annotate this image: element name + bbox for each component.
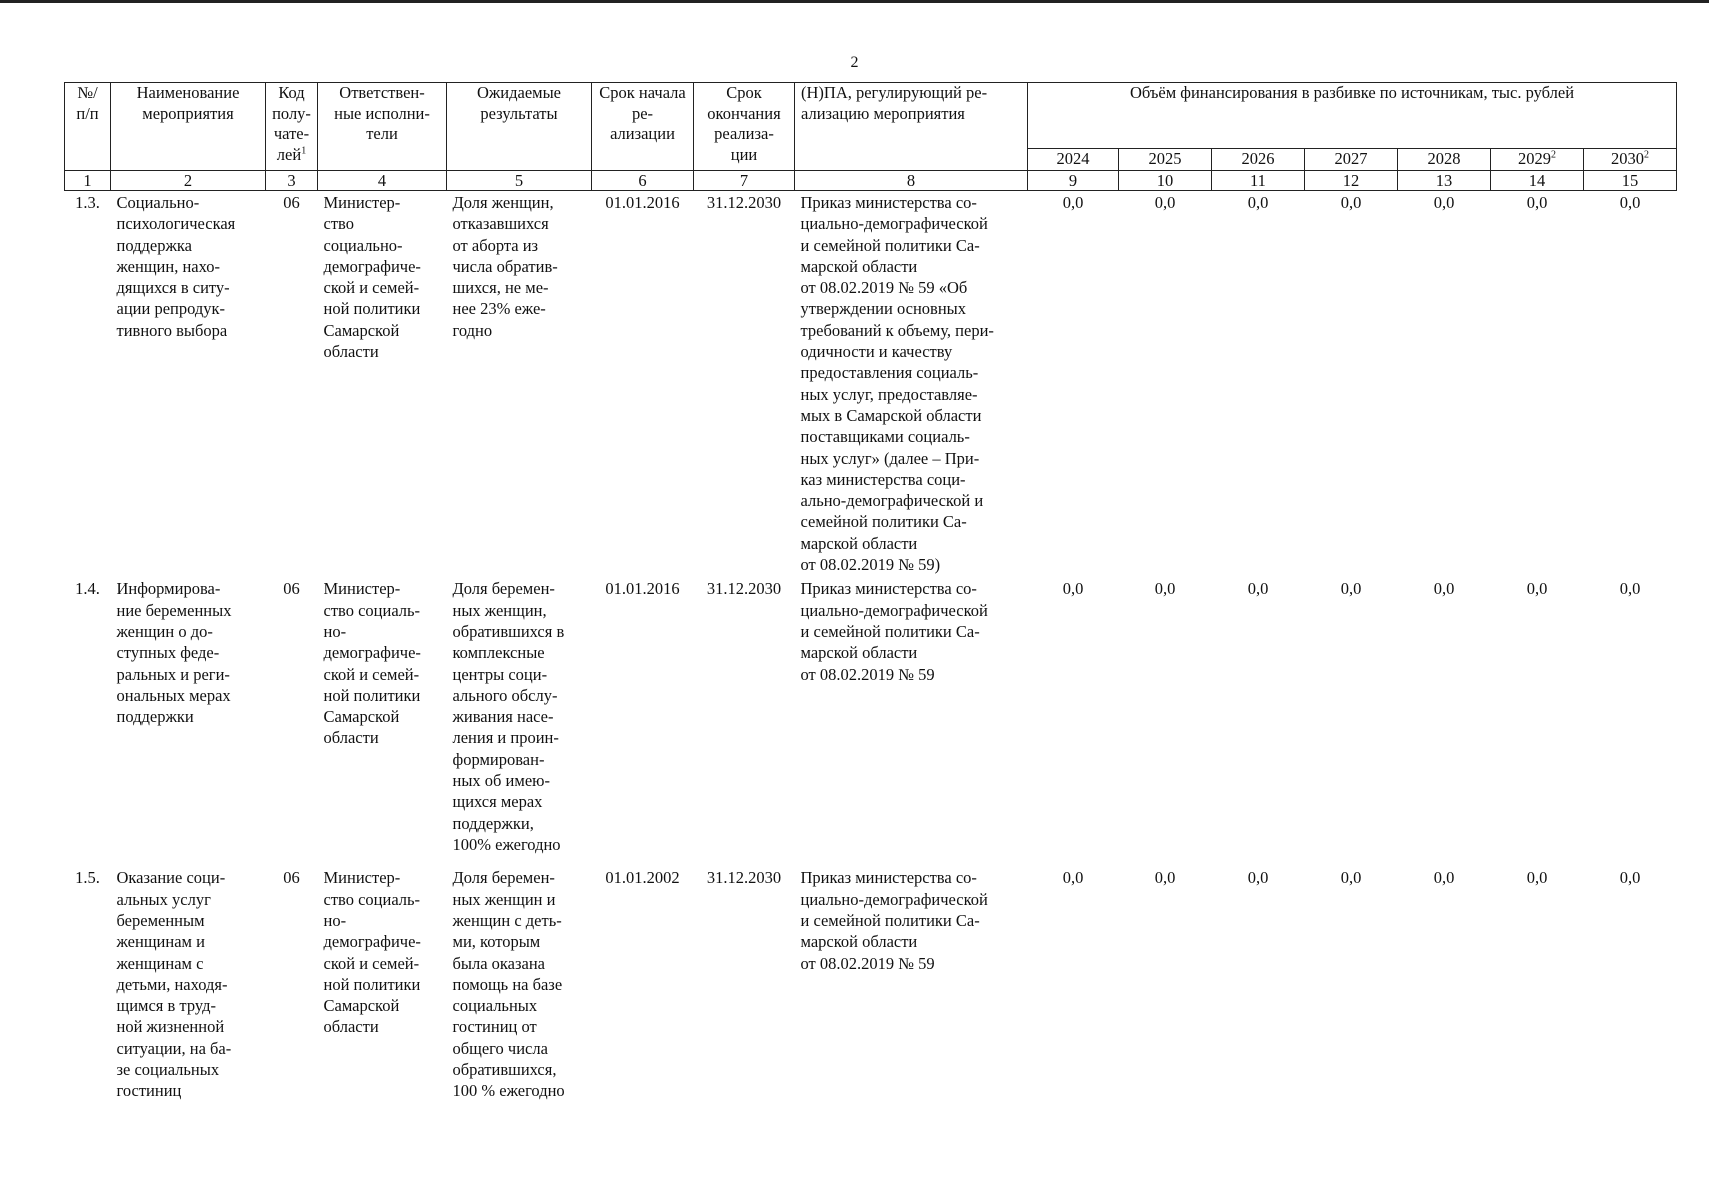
table-header bbox=[65, 83, 1677, 191]
start-date: 01.01.2002 bbox=[605, 868, 680, 888]
regulating-act-text: Приказ министерства со- циально-демографической и семейной политики Са- марской области от 08.02.2019 № 59 bbox=[800, 579, 988, 684]
recipient-code: 06 bbox=[283, 868, 300, 888]
header-year-value: 2027 bbox=[1334, 149, 1368, 168]
regulating-act bbox=[795, 191, 1028, 576]
regulating-act-text: Приказ министерства со- циально-демографической и семейной политики Са- марской области от 08.02.2019 № 59 bbox=[800, 868, 988, 973]
header-year-value: 2028 bbox=[1427, 149, 1461, 168]
finance-2025: 0,0 bbox=[1154, 579, 1176, 599]
finance-2030: 0,0 bbox=[1619, 193, 1641, 212]
column-number: 4 bbox=[318, 171, 447, 191]
finance-2028: 0,0 bbox=[1433, 579, 1455, 599]
header-year-value: 2024 bbox=[1056, 149, 1090, 168]
finance-2030: 0,0 bbox=[1619, 868, 1641, 888]
expected-results-text: Доля беремен- ных женщин, обратившихся в комплексные центры соци- ального обслу- живания насе- ления и проин- формирован- ных об имею- щихся мерах поддержки, 100% ежегодно bbox=[452, 579, 565, 854]
recipient-code: 06 bbox=[283, 193, 300, 212]
expected-results bbox=[447, 575, 592, 862]
finance-2025: 0,0 bbox=[1154, 193, 1176, 212]
row-number: 1.3. bbox=[75, 193, 100, 212]
finance-2024: 0,0 bbox=[1062, 193, 1084, 212]
finance-2026: 0,0 bbox=[1247, 579, 1269, 599]
finance-2026: 0,0 bbox=[1247, 868, 1269, 888]
header-col-results: Ожидаемые результаты bbox=[447, 83, 592, 171]
column-number: 8 bbox=[795, 171, 1028, 191]
header-year-value: 2029 bbox=[1518, 149, 1551, 168]
finance-2025: 0,0 bbox=[1154, 868, 1176, 888]
measures-table bbox=[64, 82, 1677, 1102]
header-col-code-text: Код полу- чате- лей bbox=[272, 83, 311, 164]
row-number: 1.5. bbox=[75, 868, 100, 888]
end-date: 31.12.2030 bbox=[706, 868, 782, 888]
header-year bbox=[1491, 149, 1584, 171]
header-year bbox=[1119, 149, 1212, 171]
responsible-executor bbox=[318, 191, 447, 576]
regulating-act-text: Приказ министерства со- циально-демографической и семейной политики Са- марской области от 08.02.2019 № 59 «Об утверждении основных требований к объему, пери- одичности и качеству предоставления социаль- ных услуг, предоставляе- мых в Самарской области поставщиками социаль- ных услуг» (далее – При- каз министерства соци- ально-демографической и семейной политики Са- марской области от 08.02.2019 № 59) bbox=[800, 193, 994, 575]
measure-name bbox=[111, 191, 266, 576]
column-number: 12 bbox=[1305, 171, 1398, 191]
header-col-npa: (Н)ПА, регулирующий ре- ализацию мероприятия bbox=[795, 83, 1028, 171]
column-number: 13 bbox=[1398, 171, 1491, 191]
header-col-finance: Объём финансирования в разбивке по источникам, тыс. рублей bbox=[1028, 83, 1677, 149]
regulating-act bbox=[795, 575, 1028, 862]
start-date: 01.01.2016 bbox=[605, 579, 680, 599]
finance-2024: 0,0 bbox=[1062, 868, 1084, 888]
end-date: 31.12.2030 bbox=[706, 579, 782, 599]
header-col-no: №/ п/п bbox=[65, 83, 111, 171]
column-number: 3 bbox=[266, 171, 318, 191]
responsible-executor bbox=[318, 862, 447, 1101]
table-row bbox=[65, 862, 1677, 1101]
header-col-code-footnote: 1 bbox=[301, 145, 307, 156]
column-numbers-row bbox=[65, 171, 1677, 191]
header-year-value: 2025 bbox=[1148, 149, 1182, 168]
finance-2029: 0,0 bbox=[1526, 193, 1548, 212]
expected-results bbox=[447, 191, 592, 576]
recipient-code: 06 bbox=[283, 579, 300, 599]
header-year bbox=[1398, 149, 1491, 171]
measure-name bbox=[111, 862, 266, 1101]
column-number: 5 bbox=[447, 171, 592, 191]
row-number: 1.4. bbox=[75, 579, 100, 599]
header-year bbox=[1212, 149, 1305, 171]
column-number: 6 bbox=[592, 171, 694, 191]
column-number: 11 bbox=[1212, 171, 1305, 191]
page-number: 2 bbox=[850, 54, 859, 71]
column-number: 10 bbox=[1119, 171, 1212, 191]
finance-2028: 0,0 bbox=[1433, 868, 1455, 888]
finance-2028: 0,0 bbox=[1433, 193, 1455, 212]
column-number: 1 bbox=[65, 171, 111, 191]
header-col-start: Срок начала ре- ализации bbox=[592, 83, 694, 171]
column-number: 7 bbox=[694, 171, 795, 191]
table-row bbox=[65, 191, 1677, 576]
responsible-executor-text: Министер- ство социаль- но- демографиче- ской и семей- ной политики Самарской области bbox=[323, 868, 421, 1037]
finance-2026: 0,0 bbox=[1247, 193, 1269, 212]
finance-2027: 0,0 bbox=[1340, 868, 1362, 888]
start-date: 01.01.2016 bbox=[605, 193, 680, 212]
measure-name-text: Социально- психологическая поддержка женщин, нахо- дящихся в ситу- ации репродук- тивного выбора bbox=[116, 193, 236, 340]
table-body bbox=[65, 191, 1677, 1102]
finance-2030: 0,0 bbox=[1619, 579, 1641, 599]
measure-name bbox=[111, 575, 266, 862]
finance-2027: 0,0 bbox=[1340, 579, 1362, 599]
expected-results-text: Доля женщин, отказавшихся от аборта из числа обратив- шихся, не ме- нее 23% еже- годно bbox=[452, 193, 558, 340]
responsible-executor bbox=[318, 575, 447, 862]
finance-2024: 0,0 bbox=[1062, 579, 1084, 599]
column-number: 14 bbox=[1491, 171, 1584, 191]
responsible-executor-text: Министер- ство социаль- но- демографиче- ской и семей- ной политики Самарской области bbox=[323, 579, 421, 748]
expected-results-text: Доля беремен- ных женщин и женщин с деть- ми, которым была оказана помощь на базе социальных гостиниц от общего числа обратившихся, 100 % ежегодно bbox=[452, 868, 565, 1101]
measure-name-text: Информирова- ние беременных женщин о до- ступных феде- ральных и реги- ональных мерах поддержки bbox=[116, 579, 232, 727]
header-year bbox=[1584, 149, 1677, 171]
table-row bbox=[65, 575, 1677, 862]
header-year bbox=[1028, 149, 1119, 171]
header-col-code bbox=[266, 83, 318, 171]
header-year-footnote: 2 bbox=[1551, 149, 1556, 161]
top-border-line bbox=[0, 0, 1709, 3]
header-year-value: 2026 bbox=[1241, 149, 1275, 168]
finance-2029: 0,0 bbox=[1526, 868, 1548, 888]
regulating-act bbox=[795, 862, 1028, 1101]
finance-2029: 0,0 bbox=[1526, 579, 1548, 599]
expected-results bbox=[447, 862, 592, 1101]
header-year bbox=[1305, 149, 1398, 171]
header-year-footnote: 2 bbox=[1644, 149, 1649, 161]
end-date: 31.12.2030 bbox=[706, 193, 782, 212]
responsible-executor-text: Министер- ство социально- демографиче- ской и семей- ной политики Самарской области bbox=[323, 193, 421, 362]
header-year-value: 2030 bbox=[1611, 149, 1644, 168]
column-number: 9 bbox=[1028, 171, 1119, 191]
measure-name-text: Оказание соци- альных услуг беременным женщинам и женщинам с детьми, находя- щимся в труд- ной жизненной ситуации, на ба- зе социальных гостиниц bbox=[116, 868, 232, 1101]
column-number: 15 bbox=[1584, 171, 1677, 191]
column-number: 2 bbox=[111, 171, 266, 191]
finance-2027: 0,0 bbox=[1340, 193, 1362, 212]
header-col-end: Срок окончания реализа- ции bbox=[694, 83, 795, 171]
header-col-executor: Ответствен- ные исполни- тели bbox=[318, 83, 447, 171]
header-col-name: Наименование мероприятия bbox=[111, 83, 266, 171]
